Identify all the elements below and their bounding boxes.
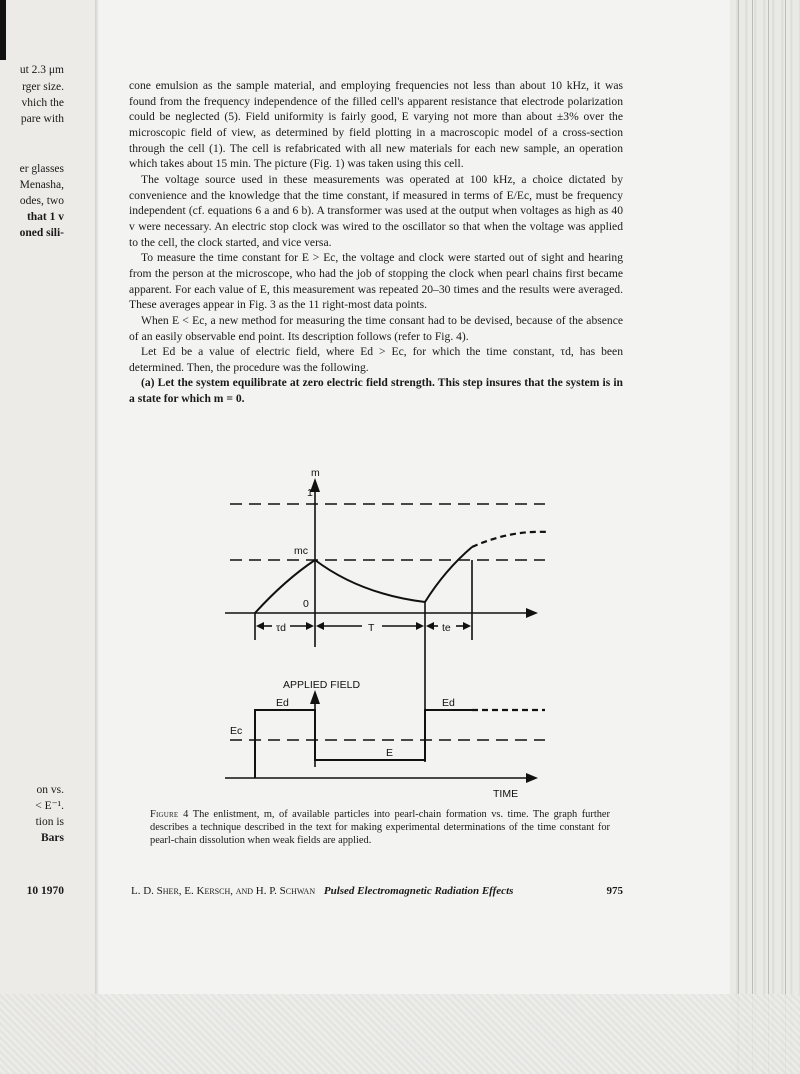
paragraph: To measure the time constant for E > Ec, the voltage and clock were started out of sight and hearing from the person at the microscope, who had the job of stopping the clock when pearl chains first became apparent. For each value of E, this measurement was repeated 20–30 times and the results were averaged. These averages appear in Fig. 3 as the 11 right-most data points. bbox=[129, 251, 623, 312]
left-fragment: tion is bbox=[35, 816, 64, 828]
label-time: TIME bbox=[493, 788, 519, 800]
scan-bottom-noise bbox=[0, 994, 800, 1074]
left-fragment: Bars bbox=[41, 832, 64, 844]
label-mc: mc bbox=[294, 545, 308, 557]
label-T: T bbox=[368, 622, 375, 634]
label-ed-right: Ed bbox=[442, 697, 455, 709]
left-fragment: pare with bbox=[20, 113, 64, 125]
body-text bbox=[129, 78, 623, 407]
left-fragment: odes, two bbox=[19, 195, 64, 207]
label-ec: Ec bbox=[230, 725, 243, 737]
scan-dark-strip bbox=[0, 0, 6, 60]
label-te: te bbox=[442, 622, 451, 634]
left-fragment: that 1 v bbox=[26, 211, 64, 223]
paragraph: The voltage source used in these measurements was operated at 100 kHz, a choice dictated by convenience and the knowledge that the time constant, if measured in terms of E/Ec, must be frequency independent (cf. equations 6 a and 6 b). A transformer was used at the output when voltages as high as 40 v were necessary. An electric stop clock was wired to the oscillator so that when the voltage was applied to the cell, the clock started, and vice versa. bbox=[129, 172, 623, 249]
second-rise-curve bbox=[425, 547, 472, 602]
left-fragment: ut 2.3 μm bbox=[19, 64, 64, 76]
left-fragment: Menasha, bbox=[19, 179, 64, 191]
right-page-edges bbox=[730, 0, 800, 1074]
paragraph: Let Ed be a value of electric field, where Ed > Ec, for which the time constant, τd, has been determined. Then, the procedure was the following. bbox=[129, 345, 623, 374]
footer-authors: L. D. Sher, E. Kersch, and H. P. Schwan bbox=[131, 885, 316, 897]
decay-curve bbox=[315, 560, 425, 602]
label-ed-left: Ed bbox=[276, 697, 289, 709]
left-fragment: vhich the bbox=[21, 97, 64, 109]
figure-caption bbox=[150, 808, 610, 848]
left-fragment: er glasses bbox=[19, 163, 64, 175]
figure-4 bbox=[210, 462, 550, 802]
paragraph: (a) Let the system equilibrate at zero electric field strength. This step insures that the system is in a state for which m = 0. bbox=[129, 376, 623, 406]
label-tau-d: τd bbox=[276, 622, 286, 634]
left-page-folio: 10 1970 bbox=[26, 885, 64, 897]
figure-4-diagram bbox=[210, 462, 550, 802]
label-applied-field: APPLIED FIELD bbox=[283, 679, 361, 691]
page-fold-shadow bbox=[95, 0, 99, 1074]
caption-text: The enlistment, m, of available particles into pearl-chain formation vs. time. The graph further describes a technique described in the text for making experimental determinations of the time constant for pearl-chain dissolution when weak fields are applied. bbox=[150, 809, 610, 847]
extrapolated-curve bbox=[472, 532, 548, 547]
left-fragment: < E⁻¹. bbox=[35, 800, 64, 812]
footer-journal-title: Pulsed Electromagnetic Radiation Effects bbox=[323, 885, 514, 897]
label-m: m bbox=[311, 467, 320, 479]
left-fragment: on vs. bbox=[36, 784, 64, 796]
paragraph: cone emulsion as the sample material, and employing frequencies not less than about 10 kHz, it was found from the frequency independence of the filled cell's apparent resistance that electrode polarization could be neglected (5). Field uniformity is fairly good, E varying not more than about ±3% over the microscopic field of view, as determined by field plotting in a macroscopic model of a cross-section through the cell (1). The cell is refabricated with all new materials for each new sample, an operation which takes about 15 min. The picture (Fig. 1) was taken using this cell. bbox=[129, 79, 623, 171]
left-fragment: rger size. bbox=[22, 81, 64, 93]
paragraph: When E < Ec, a new method for measuring the time consant had to be devised, because of the absence of an easily observable end point. Its description follows (refer to Fig. 4). bbox=[129, 313, 623, 343]
running-footer bbox=[131, 885, 623, 897]
label-one: 1 bbox=[307, 487, 313, 499]
left-fragment: oned sili- bbox=[19, 227, 64, 239]
label-e: E bbox=[386, 747, 394, 759]
label-zero: 0 bbox=[303, 598, 309, 610]
page-number: 975 bbox=[606, 885, 623, 897]
caption-label: Figure 4 bbox=[150, 809, 189, 820]
field-waveform bbox=[255, 710, 472, 778]
